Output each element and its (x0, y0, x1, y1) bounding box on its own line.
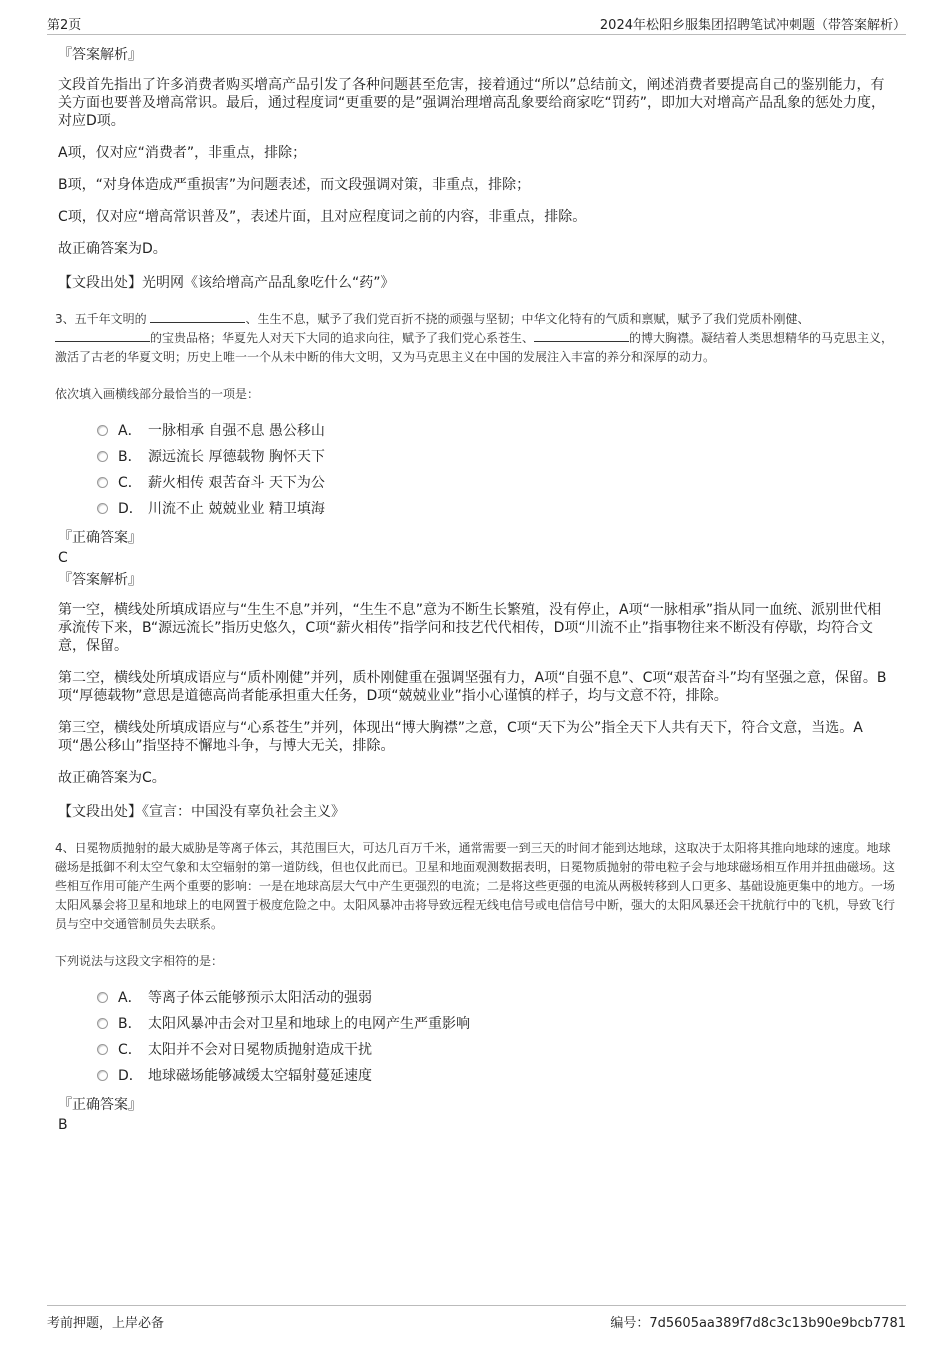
radio-button[interactable] (97, 1070, 108, 1081)
option-letter: D． (118, 501, 143, 517)
q3-analysis-label: 『答案解析』 (58, 572, 142, 588)
q3-analysis-paragraph: 第二空，横线处所填成语应与“质朴刚健”并列，质朴刚健重在强调坚强有力，A项“自强不息”、C项“艰苦奋斗”均有坚强之意，保留。B项“厚德载物”意思是道德高尚者能承担重大任务，D项“兢兢业业”指小心谨慎的样子，均与文意不符，排除。 (58, 670, 887, 704)
document-code: 编号：7d5605aa389f7d8c3c13b90e9bcb7781 (610, 1316, 906, 1331)
option-text: 川流不止 兢兢业业 精卫填海 (148, 501, 325, 517)
option-letter: B． (118, 449, 142, 465)
option-text: 一脉相承 自强不息 愚公移山 (148, 423, 325, 439)
q3-text-part: 的宝贵品格；华夏先人对天下大同的追求向往，赋予了我们党心系苍生、 (150, 331, 535, 345)
q4-section (55, 839, 895, 1134)
q3-text-part: 3、五千年文明的 (55, 312, 151, 326)
q4-correct-answer: B (58, 1117, 68, 1133)
q2-analysis-paragraph: B项，“对身体造成严重损害”为问题表述，而文段强调对策，非重点，排除； (58, 177, 531, 193)
q3-source: 【文段出处】《宣言：中国没有辜负社会主义》 (58, 804, 345, 820)
q3-option-b[interactable] (97, 443, 895, 469)
q3-section (55, 310, 895, 821)
q4-prompt: 下列说法与这段文字相符的是： (55, 954, 224, 968)
option-letter: C． (118, 475, 142, 491)
q4-correct-label: 『正确答案』 (58, 1097, 142, 1113)
q2-source: 【文段出处】光明网《该给增高产品乱象吃什么“药”》 (58, 275, 395, 291)
option-letter: B． (118, 1016, 142, 1032)
q3-option-c[interactable] (97, 469, 895, 495)
q3-question-text (55, 310, 895, 367)
page-footer (47, 1305, 906, 1331)
option-text: 等离子体云能够预示太阳活动的强弱 (148, 990, 372, 1006)
q3-conclusion: 故正确答案为C。 (58, 770, 166, 786)
option-text: 太阳并不会对日冕物质抛射造成干扰 (148, 1042, 372, 1058)
q4-option-b[interactable] (97, 1010, 895, 1036)
q3-prompt: 依次填入画横线部分最恰当的一项是： (55, 387, 260, 401)
q2-analysis-paragraph: C项，仅对应“增高常识普及”，表述片面，且对应程度词之前的内容，非重点，排除。 (58, 209, 587, 225)
q4-option-d[interactable] (97, 1062, 895, 1088)
q3-option-a[interactable] (97, 417, 895, 443)
q3-correct-answer: C (58, 550, 68, 566)
radio-button[interactable] (97, 451, 108, 462)
q4-question-text: 4、日冕物质抛射的最大威胁是等离子体云，其范围巨大，可达几百万千米，通常需要一到三天的时间才能到达地球，这取决于太阳将其推向地球的速度。地球磁场是抵御不利太空气象和太空辐射的第一道防线，但也仅此而已。卫星和地面观测数据表明，日冕物质抛射的带电粒子会与地球磁场相互作用并扭曲磁场。这些相互作用可能产生两个重要的影响：一是在地球高层大气中产生更强烈的电流；二是将这些更强的电流从两极转移到人口更多、基础设施更集中的地方。一场太阳风暴会将卫星和地球上的电网置于极度危险之中。太阳风暴冲击将导致远程无线电信号或电信信号中断，强大的太阳风暴还会干扰航行中的飞机，导致飞行员与空中交通管制员失去联系。 (55, 841, 896, 931)
radio-button[interactable] (97, 1044, 108, 1055)
q3-analysis-paragraph: 第一空，横线处所填成语应与“生生不息”并列，“生生不息”意为不断生长繁殖，没有停止，A项“一脉相承”指从同一血统、派别世代相承流传下来，B“源远流长”指历史悠久，C项“薪火相传”指学问和技艺代代相传，D项“川流不止”指事物往来不断没有停歇，均符合文意，保留。 (58, 602, 882, 654)
option-text: 薪火相传 艰苦奋斗 天下为公 (148, 475, 325, 491)
page-header (47, 12, 906, 35)
option-letter: A． (118, 990, 142, 1006)
q2-analysis-paragraph: A项，仅对应“消费者”，非重点，排除； (58, 145, 307, 161)
q3-options (97, 417, 895, 521)
q3-text-part: 的博大胸襟。凝结着人类思想精华的马克思主义，激活了古老的华夏文明；历史上唯一一个从未中断的伟大文明，又为马克思主义在中国的发展注入丰富的养分和深厚的动力。 (55, 331, 894, 364)
option-text: 太阳风暴冲击会对卫星和地球上的电网产生严重影响 (148, 1016, 470, 1032)
q4-options (97, 984, 895, 1088)
radio-button[interactable] (97, 425, 108, 436)
option-text: 地球磁场能够减缓太空辐射蔓延速度 (148, 1068, 372, 1084)
q2-section (55, 46, 895, 292)
q3-option-d[interactable] (97, 495, 895, 521)
q3-blank-2 (55, 329, 150, 342)
radio-button[interactable] (97, 1018, 108, 1029)
option-letter: D． (118, 1068, 143, 1084)
option-letter: C． (118, 1042, 142, 1058)
document-body (55, 46, 895, 1138)
page-number: 第2页 (47, 18, 82, 33)
q2-analysis-paragraph: 文段首先指出了许多消费者购买增高产品引发了各种问题甚至危害，接着通过“所以”总结前文，阐述消费者要提高自己的鉴别能力，有关方面也要普及增高常识。最后，通过程度词“更重要的是”强调治理增高乱象要给商家吃“罚药”，即加大对增高产品乱象的惩处力度，对应D项。 (58, 77, 886, 129)
q2-conclusion: 故正确答案为D。 (58, 241, 167, 257)
q3-correct-label: 『正确答案』 (58, 530, 142, 546)
option-text: 源远流长 厚德载物 胸怀天下 (148, 449, 325, 465)
q3-blank-1 (150, 310, 245, 323)
document-title: 2024年松阳乡服集团招聘笔试冲刺题（带答案解析） (599, 18, 906, 33)
q3-blank-3 (534, 329, 629, 342)
radio-button[interactable] (97, 992, 108, 1003)
radio-button[interactable] (97, 477, 108, 488)
q4-option-c[interactable] (97, 1036, 895, 1062)
radio-button[interactable] (97, 503, 108, 514)
q4-option-a[interactable] (97, 984, 895, 1010)
q3-analysis-paragraph: 第三空，横线处所填成语应与“心系苍生”并列，体现出“博大胸襟”之意，C项“天下为公”指全天下人共有天下，符合文意，当选。A项“愚公移山”指坚持不懈地斗争，与博大无关，排除。 (58, 720, 863, 754)
q2-analysis-label: 『答案解析』 (58, 47, 142, 63)
footer-slogan: 考前押题，上岸必备 (47, 1316, 165, 1331)
q3-text-part: 、生生不息，赋予了我们党百折不挠的顽强与坚韧；中华文化特有的气质和禀赋，赋予了我们党质朴刚健、 (245, 312, 810, 326)
option-letter: A． (118, 423, 142, 439)
